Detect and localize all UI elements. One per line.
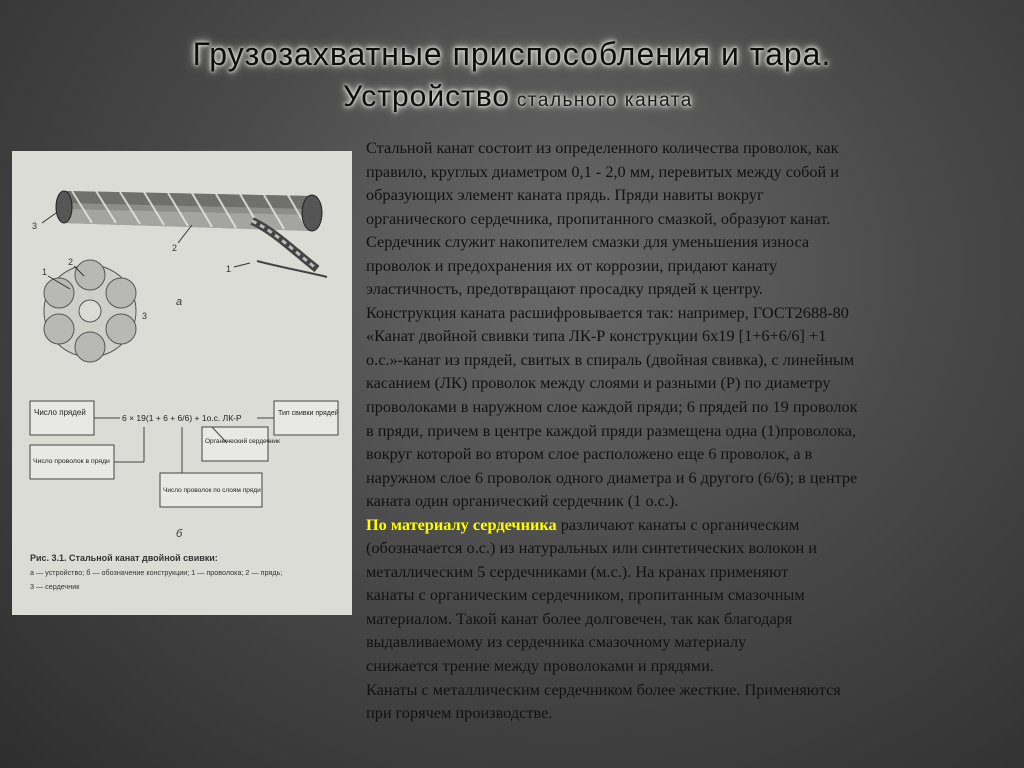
text-line: касанием (ЛК) проволок между слоями и разными (Р) по диаметру [366, 373, 831, 393]
text-line: проволоками в наружном слое каждой пряди; 6 прядей по 19 проволок [366, 397, 858, 417]
text-line: материалом. Такой канат более долговечен, так как благодаря [366, 608, 793, 628]
title-main: Устройство [343, 80, 511, 113]
text-line: при горячем производстве. [366, 703, 553, 723]
sublabel-a: а [176, 296, 183, 308]
title-sub: стального каната [510, 90, 693, 111]
box-organic-core: Органический сердечник [205, 438, 280, 445]
highlight-rest: различают канаты с органическим [556, 514, 800, 534]
text-line: металлическим 5 сердечниками (м.с.). На кранах применяют [366, 561, 789, 581]
formula-text: 6 × 19(1 + 6 + 6/6) + 1о.с. ЛК-Р [122, 413, 242, 423]
text-line: (обозначается о.с.) из натуральных или синтетических волокон и [366, 538, 817, 558]
box-strand-count: Число прядей [34, 408, 86, 417]
sublabel-b: б [176, 528, 183, 540]
rope-illustration [12, 151, 352, 615]
box-lay-type: Тип свивки прядей [278, 410, 339, 417]
text-line: Стальной канат состоит из определенного количества проволок, как [366, 138, 839, 157]
caption-line1: Рис. 3.1. Стальной канат двойной свивки: [30, 553, 218, 563]
text-line: каната один органический сердечник (1 о.с.). [366, 491, 679, 511]
text-line: правило, круглых диаметром 0,1 - 2,0 мм, перевитых между собой и [366, 161, 840, 181]
text-line: «Канат двойной свивки типа ЛК-Р конструкции 6х19 [1+6+6/6] +1 [366, 326, 827, 346]
box-wires-per-strand: Число проволок в пряди [33, 458, 110, 465]
text-line: эластичность, предотвращают просадку прядей к центру. [366, 279, 763, 299]
text-line: выдавливаемому из сердечника смазочному материалу [366, 632, 747, 652]
label-2: 2 [172, 243, 178, 253]
label-sec-1: 1 [42, 267, 48, 277]
label-sec-3: 3 [142, 311, 148, 321]
text-line: снижается трение между проволоками и прядями. [366, 656, 714, 676]
text-line: образующих элемент каната прядь. Пряди навиты вокруг [366, 185, 764, 205]
text-line: в пряди, причем в центре каждой пряди размещена одна (1)проволока, [366, 420, 857, 440]
rope-figure-image [12, 151, 352, 615]
text-line: органического сердечника, пропитанного смазкой, образуют канат. [366, 208, 831, 228]
body-text [366, 136, 986, 725]
label-3: 3 [32, 221, 38, 231]
text-line: Сердечник служит накопителем смазки для уменьшения износа [366, 232, 810, 252]
caption-line3: 3 — сердечник [30, 582, 80, 591]
text-line: Канаты с металлическим сердечником более жесткие. Применяются [366, 679, 841, 699]
text-line: Конструкция каната расшифровывается так: например, ГОСТ2688-80 [366, 302, 849, 322]
highlight-label: По материалу сердечника [366, 514, 557, 534]
box-wires-by-layer: Число проволок по слоям пряди [163, 487, 261, 494]
text-line: о.с.»-канат из прядей, свитых в спираль (двойная свивка), с линейным [366, 349, 855, 369]
label-sec-2: 2 [68, 257, 74, 267]
caption-line2: а — устройство; б — обозначение конструкции; 1 — проволока; 2 — прядь; [30, 568, 283, 577]
text-line-highlight [366, 513, 986, 537]
label-1: 1 [226, 264, 232, 274]
text-line: проволок и предохранения их от коррозии, придают канату [366, 255, 778, 275]
text-line: вокруг которой во втором слое расположено еще 6 проволок, а в [366, 444, 813, 464]
text-line: канаты с органическим сердечником, пропитанным смазочным [366, 585, 805, 605]
slide-title-line1: Грузозахватные приспособления и тара. [192, 36, 832, 72]
slide-title-line2 [0, 80, 1024, 114]
text-line: наружном слое 6 проволок одного диаметра и 6 другого (6/6); в центре [366, 467, 858, 487]
